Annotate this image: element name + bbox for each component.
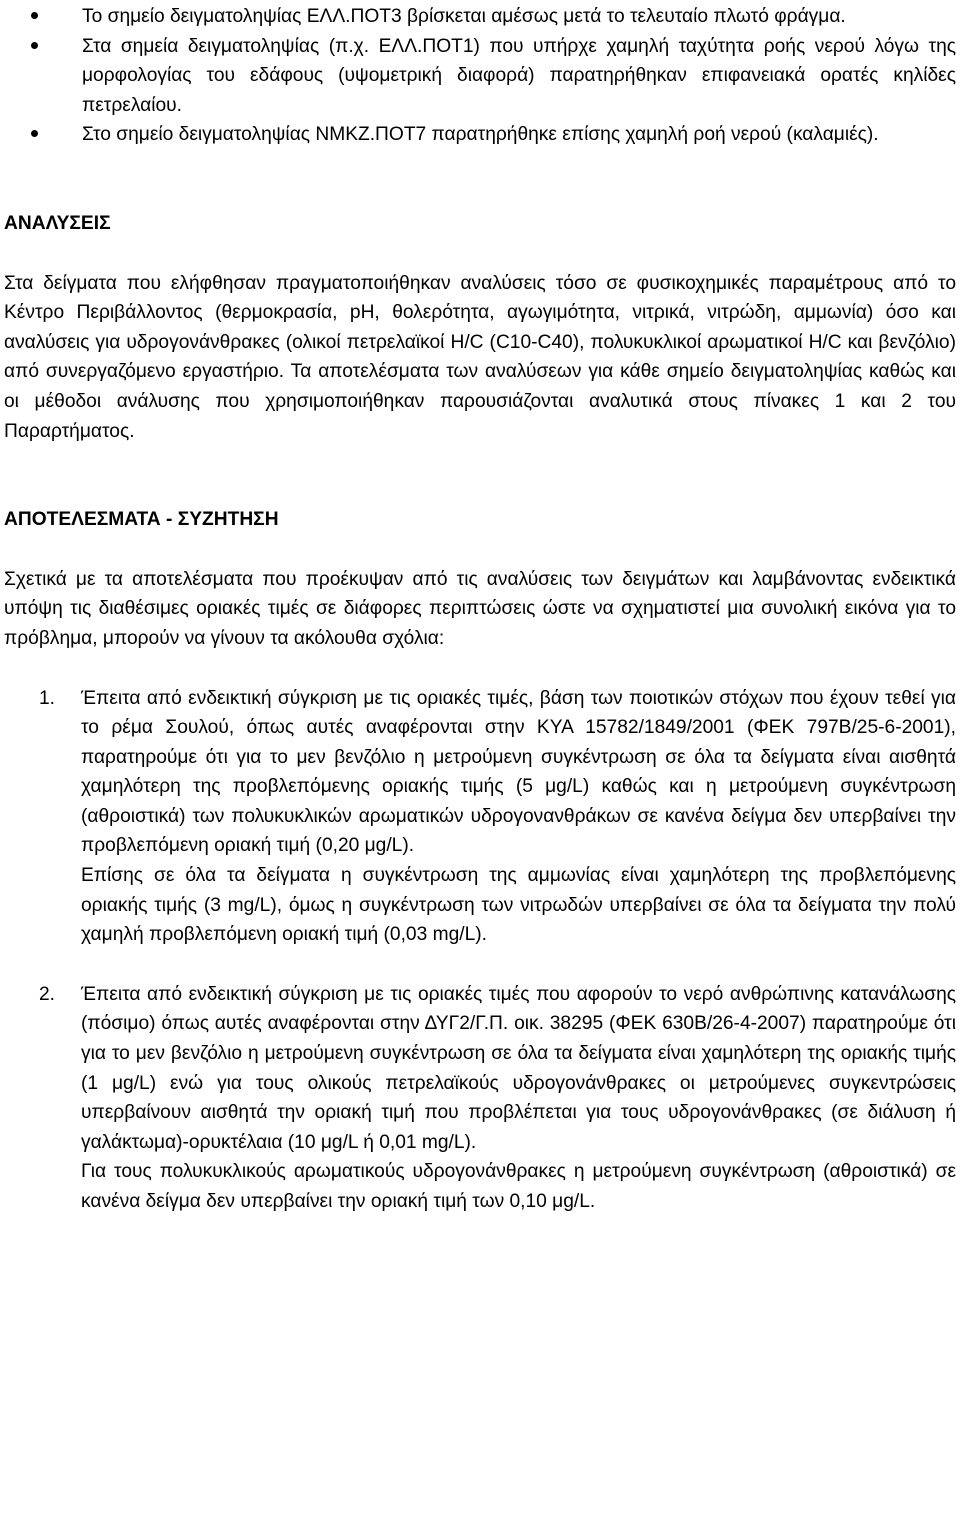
- item-paragraph: Επίσης σε όλα τα δείγματα η συγκέντρωση της αμμωνίας είναι χαμηλότερη της προβλεπόμενης οριακής τιμής (3 mg/L), όμως η συγκέντρωση των νιτρωδών υπερβαίνει σε όλα τα δείγματα την πολύ χαμηλή προβλεπόμενη οριακή τιμή (0,03 mg/L).: [81, 865, 956, 946]
- bullet-item: [4, 2, 956, 32]
- item-number: 1.: [39, 687, 56, 709]
- analyses-heading: ΑΝΑΛΥΣΕΙΣ: [4, 212, 111, 234]
- item-paragraph: Έπειτα από ενδεικτική σύγκριση με τις οριακές τιμές, βάση των ποιοτικών στόχων που έχουν τεθεί για το ρέμα Σουλού, όπως αυτές αναφέρονται στην ΚΥΑ 15782/1849/2001 (ΦΕΚ 797Β/25-6-2001), παρατηρούμε ότι για το μεν βενζόλιο η μετρούμενη συγκέντρωση σε όλα τα δείγματα είναι αισθητά χαμηλότερη της προβλεπόμενης οριακής τιμής (5 μg/L) καθώς και η μετρούμενη συγκέντρωση (αθροιστικά) των πολυκυκλικών αρωματικών υδρογονανθράκων σε κανένα δείγμα δεν υπερβαίνει την προβλεπόμενη οριακή τιμή (0,20 μg/L).: [81, 687, 956, 857]
- item-paragraph: Έπειτα από ενδεικτική σύγκριση με τις οριακές τιμές που αφορούν το νερό ανθρώπινης κατανάλωσης (πόσιμο) όπως αυτές αναφέρονται στην ΔΥΓ2/Γ.Π. οικ. 38295 (ΦΕΚ 630Β/26-4-2007) παρατηρούμε ότι για το μεν βενζόλιο η μετρούμενη συγκέντρωση σε όλα τα δείγματα είναι χαμηλότερη της οριακής τιμής (1 μg/L) ενώ για τους ολικούς πετρελαϊκούς υδρογονάνθρακες οι μετρούμενες συγκεντρώσεις υπερβαίνουν αισθητά την οριακή τιμή που προβλέπεται για τους υδρογονάνθρακες (σε διάλυση ή γαλάκτωμα)-ορυκτέλαια (10 μg/L ή 0,01 mg/L).: [81, 983, 956, 1153]
- numbered-item: [4, 684, 956, 950]
- document-page: [4, 2, 956, 1217]
- item-number: 2.: [39, 983, 56, 1005]
- observation-bullet-list: [4, 2, 956, 150]
- bullet-text: Στο σημείο δειγματοληψίας ΝΜΚΖ.ΠΟΤ7 παρατηρήθηκε επίσης χαμηλή ροή νερού (καλαμιές).: [82, 124, 879, 146]
- results-intro-paragraph: Σχετικά με τα αποτελέσματα που προέκυψαν από τις αναλύσεις των δειγμάτων και λαμβάνοντας ενδεικτικά υπόψη τις διαθέσιμες οριακές τιμές σε διάφορες περιπτώσεις ώστε να σχηματιστεί μια συνολική εικόνα για το πρόβλημα, μπορούν να γίνουν τα ακόλουθα σχόλια:: [4, 568, 956, 649]
- results-heading: ΑΠΟΤΕΛΕΣΜΑΤΑ - ΣΥΖΗΤΗΣΗ: [4, 509, 279, 531]
- analyses-paragraph: Στα δείγματα που ελήφθησαν πραγματοποιήθηκαν αναλύσεις τόσο σε φυσικοχημικές παραμέτρους από το Κέντρο Περιβάλλοντος (θερμοκρασία, pH, θολερότητα, αγωγιμότητα, νιτρικά, νιτρώδη, αμμωνία) όσο και αναλύσεις για υδρογονάνθρακες (ολικοί πετρελαϊκοί Η/C (C10-C40), πολυκυκλικοί αρωματικοί Η/C και βενζόλιο) από συνεργαζόμενο εργαστήριο. Τα αποτελέσματα των αναλύσεων για κάθε σημείο δειγματοληψίας καθώς και οι μέθοδοι ανάλυσης που χρησιμοποιήθηκαν παρουσιάζονται αναλυτικά στους πίνακες 1 και 2 του Παραρτήματος.: [4, 272, 956, 442]
- results-numbered-list: [4, 684, 956, 1217]
- numbered-item: [4, 980, 956, 1217]
- bullet-dot-icon: [31, 130, 38, 137]
- item-paragraph: Για τους πολυκυκλικούς αρωματικούς υδρογονάνθρακες η μετρούμενη συγκέντρωση (αθροιστικά) σε κανένα δείγμα δεν υπερβαίνει την οριακή τιμή των 0,10 μg/L.: [81, 1161, 956, 1212]
- bullet-text: Στα σημεία δειγματοληψίας (π.χ. ΕΛΛ.ΠΟΤ1) που υπήρχε χαμηλή ταχύτητα ροής νερού λόγω της μορφολογίας του εδάφους (υψομετρική διαφορά) παρατηρήθηκαν επιφανειακά ορατές κηλίδες πετρελαίου.: [82, 35, 956, 116]
- bullet-dot-icon: [31, 42, 38, 49]
- bullet-item: [4, 120, 956, 150]
- bullet-item: [4, 32, 956, 121]
- bullet-text: Το σημείο δειγματοληψίας ΕΛΛ.ΠΟΤ3 βρίσκεται αμέσως μετά το τελευταίο πλωτό φράγμα.: [82, 6, 846, 27]
- bullet-dot-icon: [31, 12, 38, 19]
